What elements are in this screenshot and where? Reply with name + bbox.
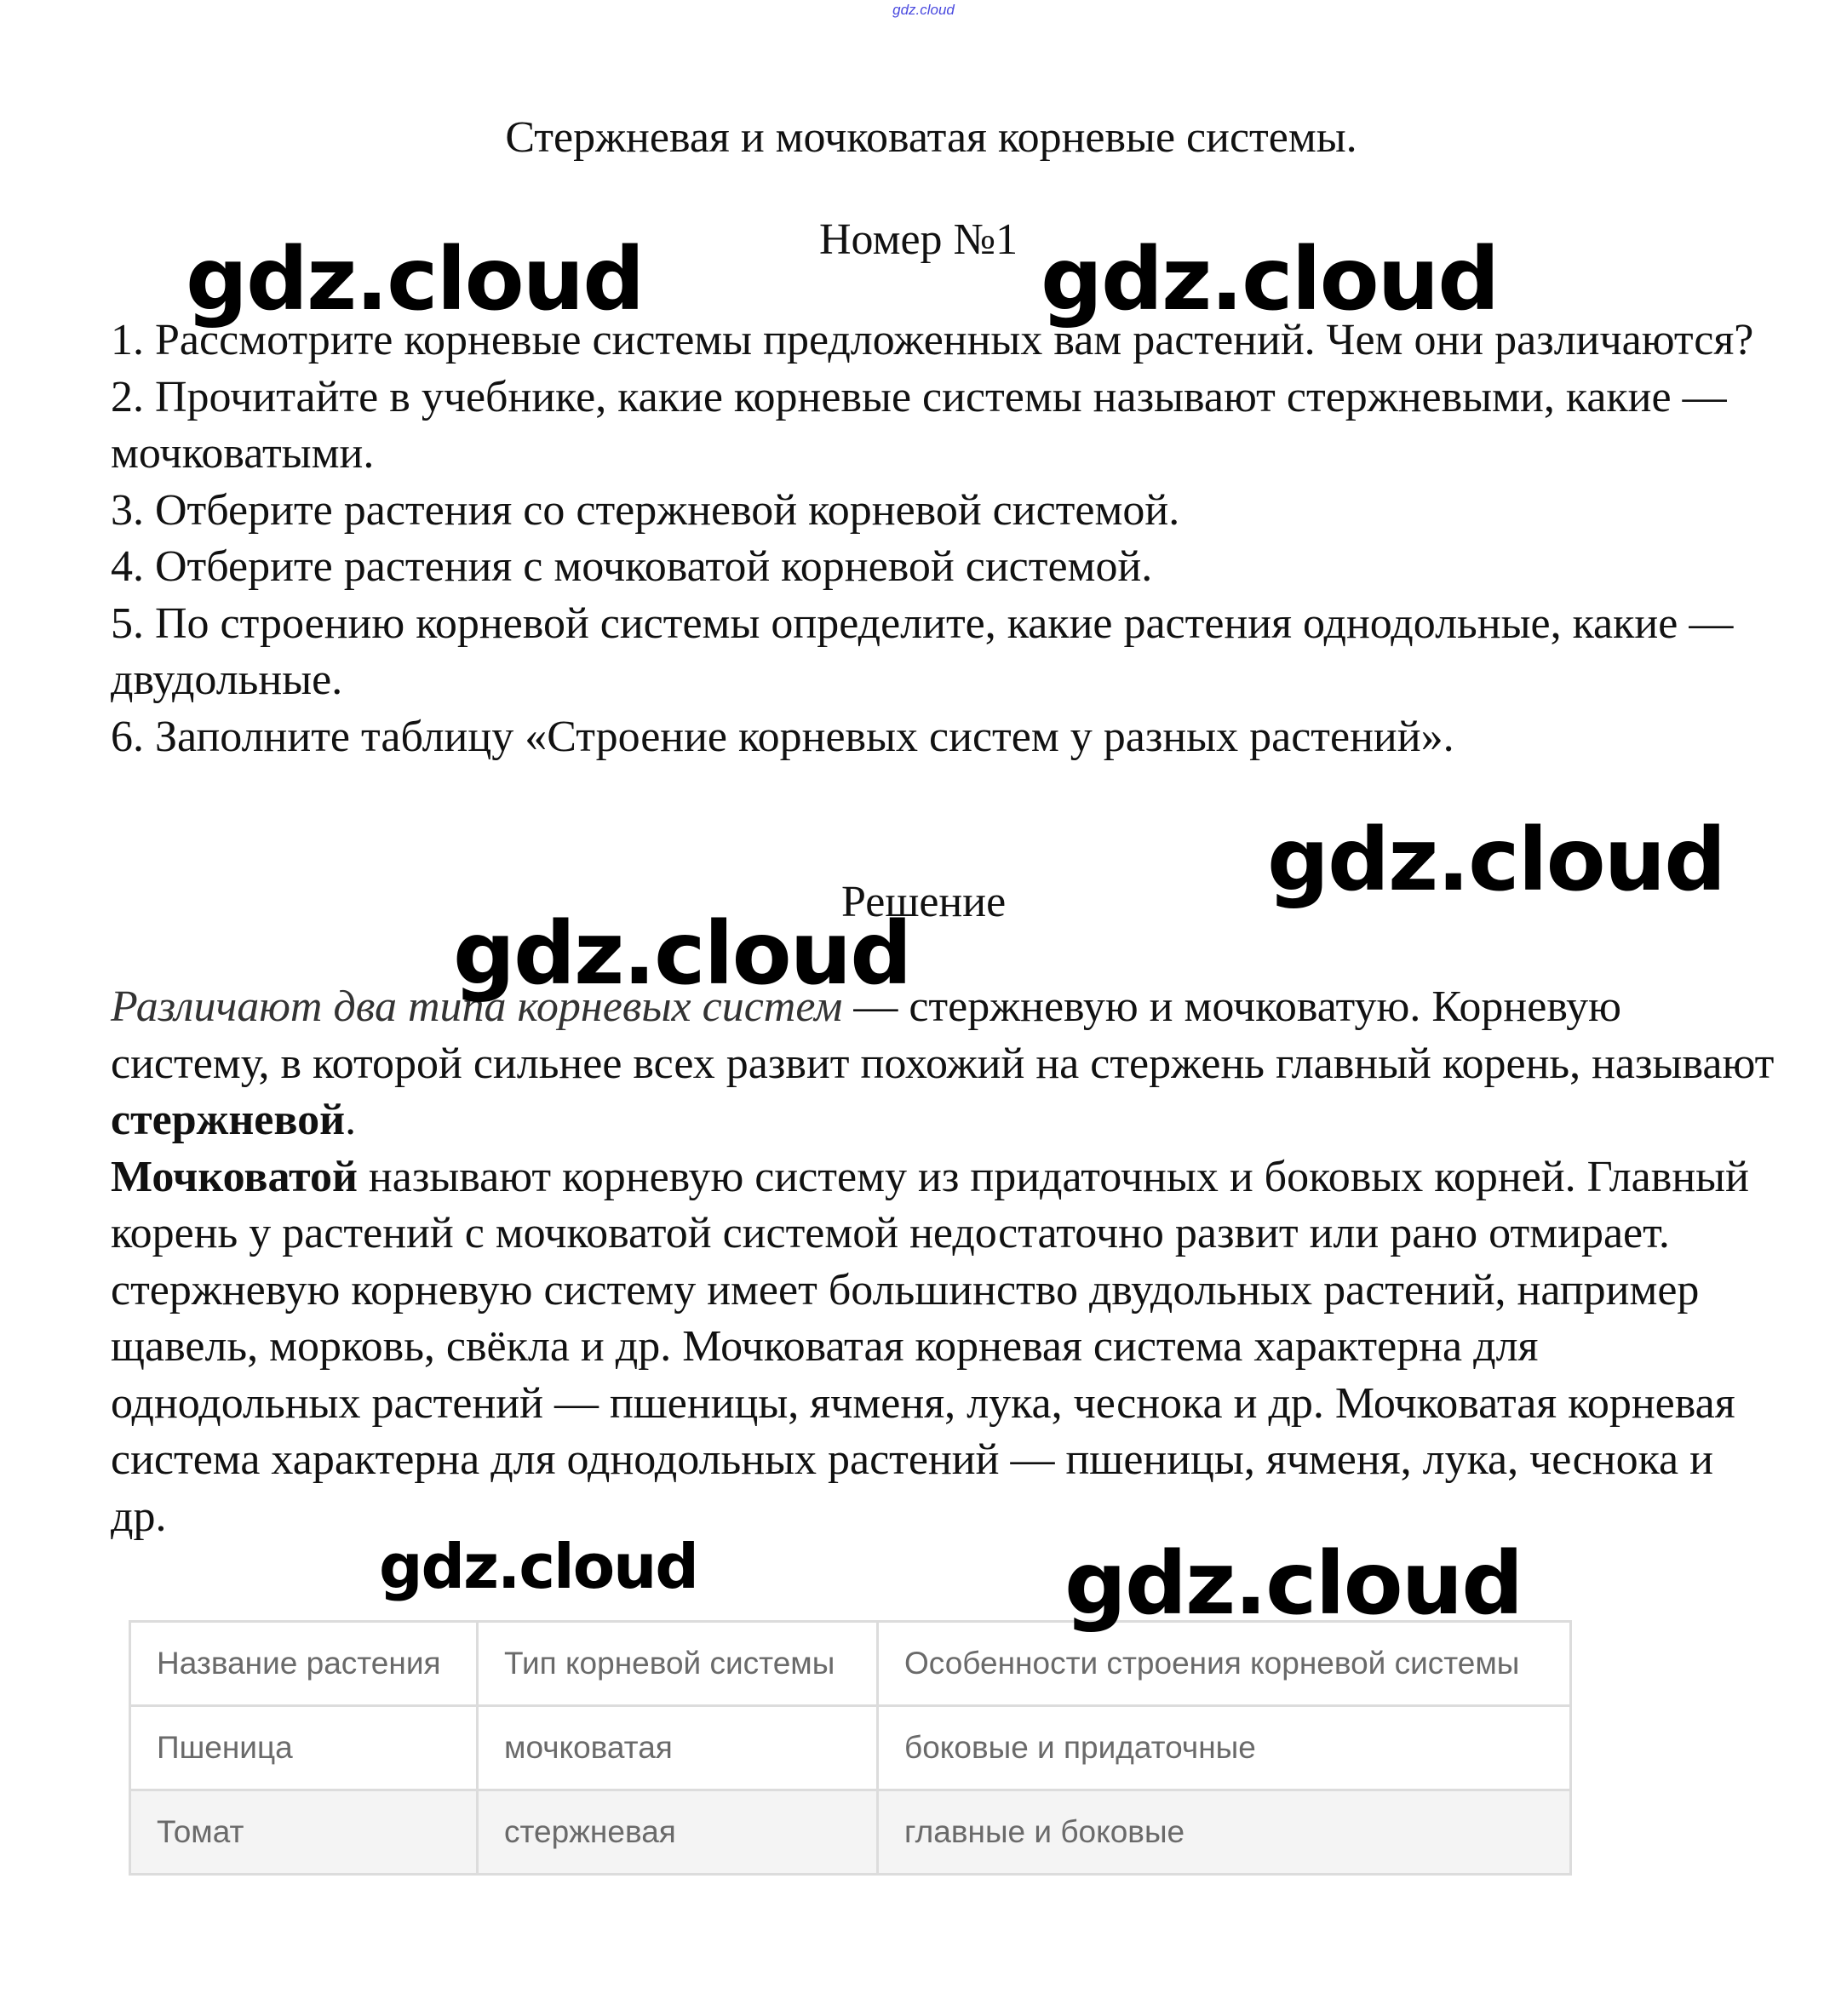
page-title: Стержневая и мочковатая корневые системы. — [505, 113, 1357, 162]
table-cell: Пшеница — [130, 1706, 478, 1790]
table-cell: главные и боковые — [878, 1790, 1571, 1875]
task-item-6: 6. Заполните таблицу «Строение корневых систем у разных растений». — [111, 712, 1454, 761]
solution-italic-phrase: Различают два типа корневых систем — [111, 982, 843, 1031]
watermark: gdz.cloud — [453, 903, 911, 1005]
task-item-3: 3. Отберите растения со стержневой корневой системой. — [111, 485, 1180, 535]
table-cell: мочковатая — [478, 1706, 878, 1790]
root-systems-table — [129, 1620, 1569, 1876]
term-fibrous: Мочковатой — [111, 1152, 358, 1201]
task-list — [111, 312, 1780, 765]
watermark: gdz.cloud — [379, 1531, 697, 1602]
watermark: gdz.cloud — [1267, 810, 1725, 911]
task-item-4: 4. Отберите растения с мочковатой корневой системой. — [111, 542, 1153, 591]
task-item-1: 1. Рассмотрите корневые системы предложенных вам растений. Чем они различаются? — [111, 316, 1754, 364]
table-row — [130, 1790, 1571, 1875]
watermark: gdz.cloud — [1041, 229, 1499, 330]
watermark: gdz.cloud — [186, 229, 644, 330]
solution-text-span: . — [345, 1096, 357, 1144]
site-link[interactable]: gdz.cloud — [892, 2, 955, 18]
table-header-cell: Тип корневой системы — [478, 1622, 878, 1706]
solution-paragraph-2 — [111, 1149, 1780, 1546]
task-item-5: 5. По строению корневой системы определите, какие растения однодольные, какие — двудольные. — [111, 598, 1734, 704]
solution-paragraph-1 — [111, 979, 1780, 1149]
solution-text-span: — стержневую и мочковатую. Корневую систему, в которой сильнее всех развит похожий на стержень главный корень, называют — [111, 982, 1775, 1088]
table-header-cell: Название растения — [130, 1622, 478, 1706]
table-cell: стержневая — [478, 1790, 878, 1875]
task-item-2: 2. Прочитайте в учебнике, какие корневые системы называют стержневыми, какие — мочковатыми. — [111, 372, 1727, 478]
table-cell: Томат — [130, 1790, 478, 1875]
data-table — [129, 1620, 1572, 1876]
watermark: gdz.cloud — [1064, 1533, 1523, 1635]
table-cell: боковые и придаточные — [878, 1706, 1571, 1790]
solution-text — [111, 979, 1780, 1545]
solution-heading: Решение — [841, 878, 1007, 926]
table-header-cell: Особенности строения корневой системы — [878, 1622, 1571, 1706]
task-number: Номер №1 — [819, 215, 1018, 264]
term-taproot: стержневой — [111, 1096, 346, 1144]
solution-text-span: называют корневую систему из придаточных и боковых корней. Главный корень у растений с мочковатой системой недостаточно развит или рано отмирает. стержневую корневую систему имеет большинство двудольных растений, например щавель, морковь, свёкла и др. Мочковатая корневая система характерна для однодольных растений — пшеницы, ячменя, лука, чеснока и др. Мочковатая корневая система характерна для однодольных растений — пшеницы, ячменя, лука, чеснока и др. — [111, 1152, 1749, 1541]
table-row — [130, 1706, 1571, 1790]
